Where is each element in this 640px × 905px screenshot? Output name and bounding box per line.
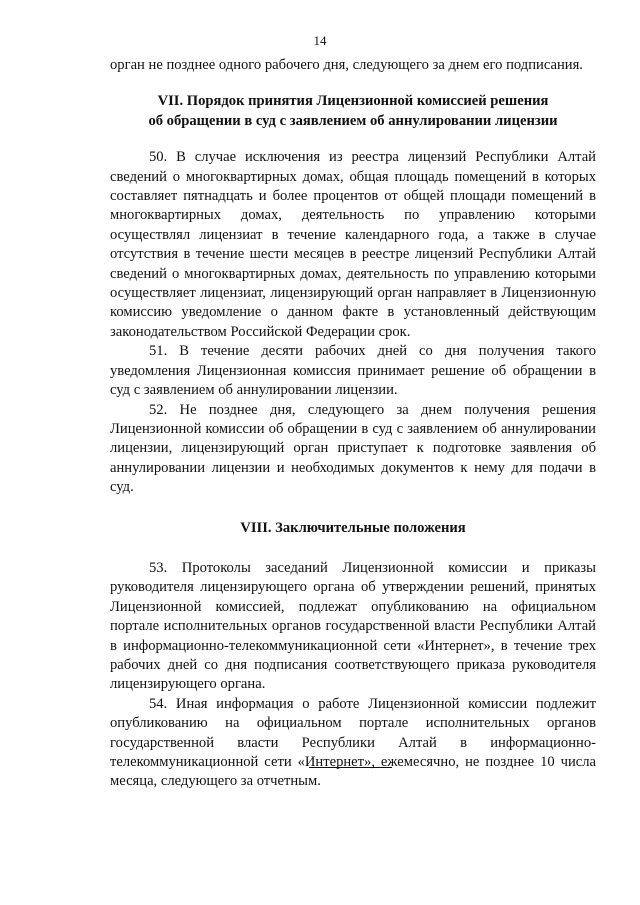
paragraph-52: 52. Не позднее дня, следующего за днем получения решения Лицензионной комиссии об обращении в суд с заявлением об аннулировании лицензии, лицензирующий орган приступает к подготовке заявления об аннулировании лицензии и необходимых документов к нему для подачи в суд. [110,401,596,496]
section-8-heading: VIII. Заключительные положения [240,519,466,536]
section-7-heading-line-1: VII. Порядок принятия Лицензионной комиссией решения [157,93,549,110]
spacer [110,538,596,559]
document-body [110,56,596,792]
spacer [110,498,596,519]
end-of-document-rule [309,767,392,768]
paragraph-54: 54. Иная информация о работе Лицензионной комиссии подлежит опубликованию на официальном портале исполнительных органов государственной власти Республики Алтай в информационно-телекоммуникационной сети «Интернет», ежемесячно, не позднее 10 числа месяца, следующего за отчетным. [110,695,596,790]
spacer [110,75,596,92]
page-number: 14 [313,33,327,48]
intro-continuation-paragraph: орган не позднее одного рабочего дня, следующего за днем его подписания. [110,57,583,73]
paragraph-50: 50. В случае исключения из реестра лицензий Республики Алтай сведений о многоквартирных домах, общая площадь помещений в которых составляет пятнадцать и более процентов от общей площади помещений в многоквартирных домах, деятельность по управлению которыми осуществлял лицензиат в течение календарного года, а также в случае отсутствия в течение шести месяцев в реестре лицензий Республики Алтай сведений о многоквартирных домах, деятельность по управлению которыми осуществляет лицензиат, лицензирующий орган направляет в Лицензионную комиссию уведомление о данном факте в установленный действующим законодательством Российской Федерации срок. [110,149,596,340]
paragraph-53: 53. Протоколы заседаний Лицензионной комиссии и приказы руководителя лицензирующего органа об утверждении решений, принятых Лицензионной комиссией, подлежат опубликованию на официальном портале исполнительных органов государственной власти Республики Алтай в информационно-телекоммуникационной сети «Интернет», в течение трех рабочих дней со дня подписания соответствующего приказа руководителя лицензирующего органа. [110,559,596,693]
paragraph-51: 51. В течение десяти рабочих дней со дня получения такого уведомления Лицензионная комиссия принимает решение об обращении в суд с заявлением об аннулировании лицензии. [110,343,596,399]
section-7-heading-line-2: об обращении в суд с заявлением об аннулировании лицензии [148,112,558,129]
spacer [110,131,596,148]
